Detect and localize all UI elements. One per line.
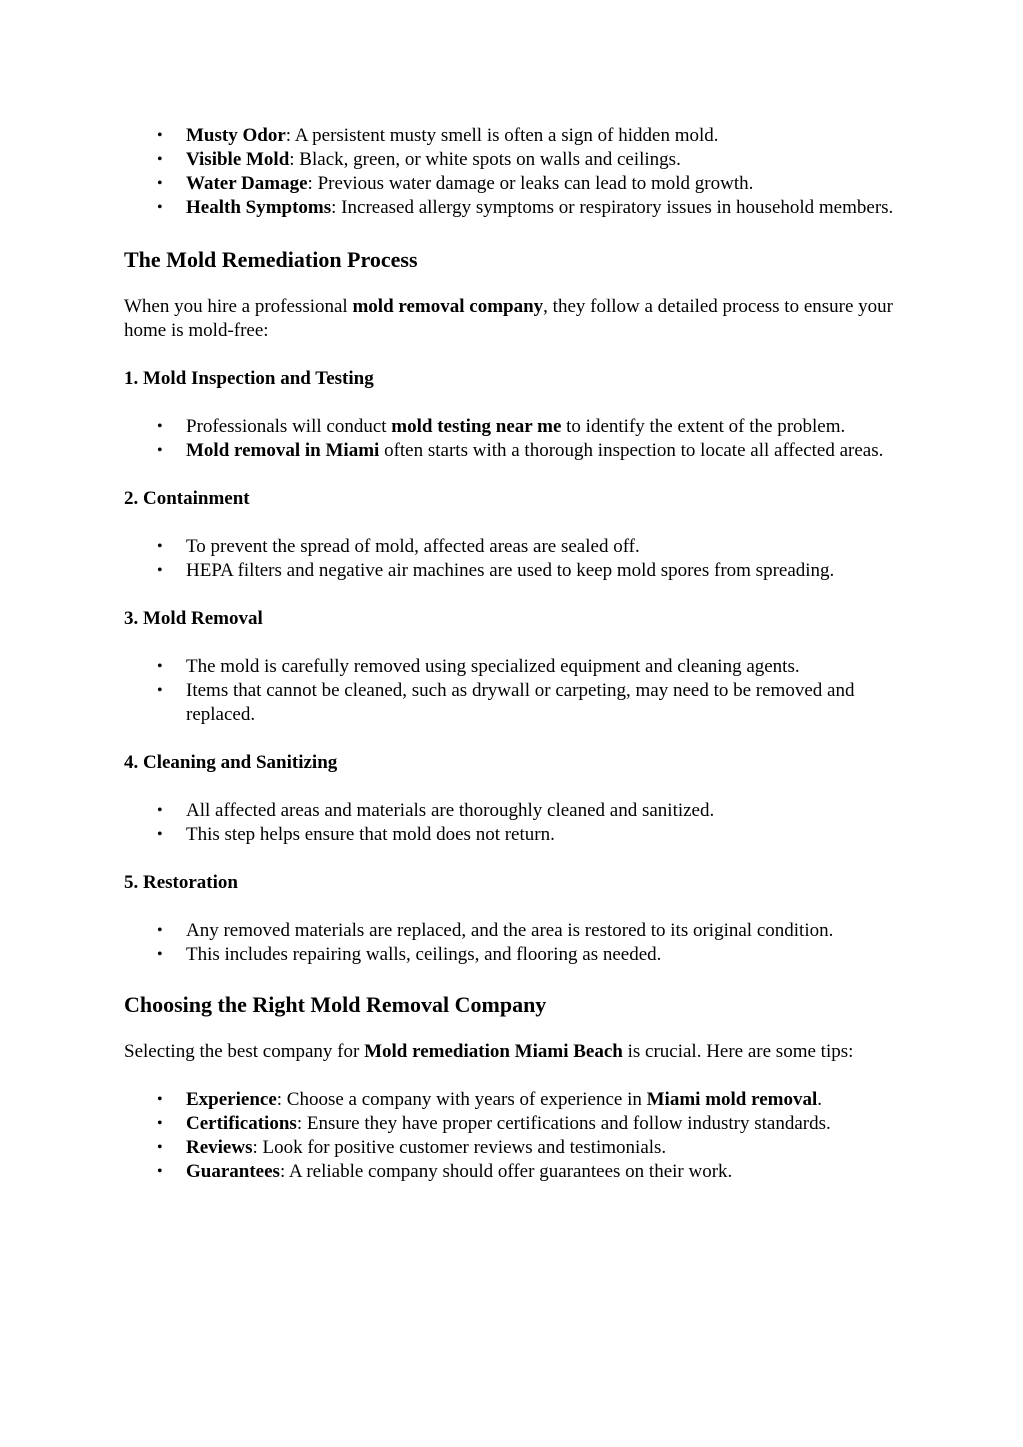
list-item-text: : Black, green, or white spots on walls and ceilings. xyxy=(289,149,681,170)
step-title: 4. Cleaning and Sanitizing xyxy=(124,752,338,773)
list-item: • Mold removal in Miami often starts with a thorough inspection to locate all affected areas. xyxy=(157,440,884,461)
step-list xyxy=(124,655,904,727)
list-item xyxy=(157,172,904,196)
bullet-icon: • xyxy=(157,418,163,435)
list-item-text: : Previous water damage or leaks can lead to mold growth. xyxy=(307,173,754,194)
process-intro: When you hire a professional mold removal company, they follow a detailed process to ensure your home is mold-free: xyxy=(124,296,893,341)
bullet-icon: • xyxy=(157,1115,163,1132)
bullet-icon: • xyxy=(157,562,163,579)
list-item: • Experience: Choose a company with years of experience in Miami mold removal. xyxy=(157,1089,822,1110)
bullet-icon: • xyxy=(157,199,163,216)
list-item-term: Health Symptoms xyxy=(186,197,332,218)
list-item: • To prevent the spread of mold, affected areas are sealed off. xyxy=(157,536,640,557)
list-item xyxy=(157,196,904,220)
list-item: • Any removed materials are replaced, and the area is restored to its original condition. xyxy=(157,920,834,941)
list-item: • HEPA filters and negative air machines are used to keep mold spores from spreading. xyxy=(157,560,835,581)
step-list xyxy=(124,535,904,583)
list-item-term: Water Damage xyxy=(186,173,308,194)
bullet-icon: • xyxy=(157,946,163,963)
tips-list xyxy=(124,1088,904,1184)
bullet-icon: • xyxy=(157,1139,163,1156)
step-list xyxy=(124,919,904,967)
list-item: • This step helps ensure that mold does not return. xyxy=(157,824,555,845)
bullet-icon: • xyxy=(157,802,163,819)
process-heading: The Mold Remediation Process xyxy=(124,247,418,272)
list-item: • Certifications: Ensure they have proper certifications and follow industry standards. xyxy=(157,1113,831,1134)
bullet-icon: • xyxy=(157,922,163,939)
list-item: • Professionals will conduct mold testing near me to identify the extent of the problem. xyxy=(157,416,846,437)
list-item: • Reviews: Look for positive customer reviews and testimonials. xyxy=(157,1137,667,1158)
list-item xyxy=(157,148,904,172)
bullet-icon: • xyxy=(157,151,163,168)
bullet-icon: • xyxy=(157,127,163,144)
bullet-icon: • xyxy=(157,1163,163,1180)
list-item-text: : A persistent musty smell is often a sign of hidden mold. xyxy=(285,125,719,146)
list-item: • The mold is carefully removed using specialized equipment and cleaning agents. xyxy=(157,656,800,677)
step-title: 3. Mold Removal xyxy=(124,608,263,629)
list-item-term: Visible Mold xyxy=(186,149,290,170)
step-list xyxy=(124,415,904,463)
step-title: 1. Mold Inspection and Testing xyxy=(124,368,374,389)
list-item-text: : Increased allergy symptoms or respiratory issues in household members. xyxy=(331,197,894,218)
choosing-heading: Choosing the Right Mold Removal Company xyxy=(124,992,547,1017)
list-item-term: Musty Odor xyxy=(186,125,286,146)
mold-signs-list xyxy=(124,124,904,220)
document-page xyxy=(124,124,904,1184)
list-item: • This includes repairing walls, ceilings, and flooring as needed. xyxy=(157,944,662,965)
choosing-intro: Selecting the best company for Mold remediation Miami Beach is crucial. Here are some tips: xyxy=(124,1041,854,1062)
bullet-icon: • xyxy=(157,682,163,699)
list-item xyxy=(157,124,904,148)
list-item: • All affected areas and materials are thoroughly cleaned and sanitized. xyxy=(157,800,715,821)
step-title: 5. Restoration xyxy=(124,872,238,893)
step-title: 2. Containment xyxy=(124,488,250,509)
bullet-icon: • xyxy=(157,658,163,675)
bullet-icon: • xyxy=(157,442,163,459)
list-item: • Guarantees: A reliable company should offer guarantees on their work. xyxy=(157,1161,733,1182)
bullet-icon: • xyxy=(157,538,163,555)
step-list xyxy=(124,799,904,847)
bullet-icon: • xyxy=(157,1091,163,1108)
bullet-icon: • xyxy=(157,175,163,192)
list-item: • Items that cannot be cleaned, such as drywall or carpeting, may need to be removed and replaced. xyxy=(157,680,855,725)
bullet-icon: • xyxy=(157,826,163,843)
